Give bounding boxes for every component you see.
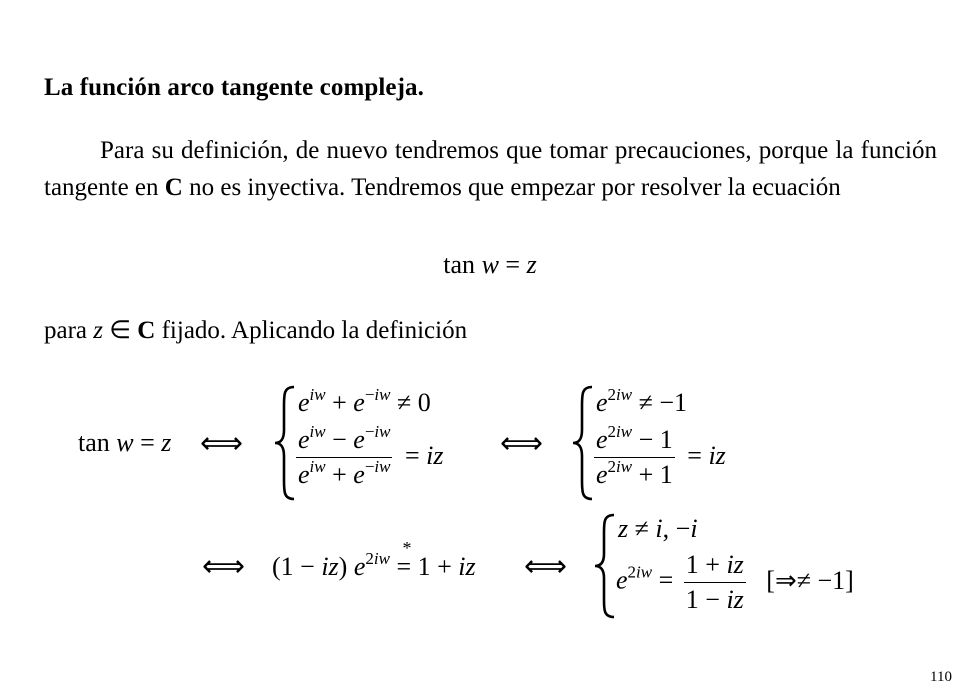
iff-symbol: ⟺ (524, 550, 568, 583)
system1-line1: $e^{iw} + e^{-iw} \ne 0$ (298, 385, 431, 417)
iff-symbol: ⟺ (500, 427, 544, 460)
system1-line2: $\frac{e^{iw} - e^{-iw}}{e^{iw} + e^{-iw}}$ = iz (298, 422, 444, 490)
block-lhs: tan w = z (78, 428, 172, 457)
left-brace-icon (570, 384, 596, 502)
equation-tan-w-eq-z: tan w = z (443, 250, 537, 279)
system2-line1: $e^{2iw} \ne -1$ (596, 385, 688, 417)
paragraph-applying-definition: para z ∈ C fijado. Aplicando la definición (44, 317, 468, 344)
iff-symbol: ⟺ (202, 550, 246, 583)
complex-set-symbol: C (137, 317, 156, 344)
iff-symbol: ⟺ (200, 427, 244, 460)
left-brace-icon (272, 384, 298, 502)
implication-note: [⇒≠ −1] (766, 565, 854, 595)
system2-line2: $\frac{e^{2iw} - 1}{e^{2iw} + 1}$ = iz (596, 422, 726, 490)
paragraph-text: no es inyectiva. Tendremos que empezar por resolver la ecuación (182, 174, 841, 201)
paragraph-text: Para su definición, de nuevo tendremos que tomar precauciones, porque la función tangente en (44, 137, 937, 201)
system3-line1: z ≠ i, −i (618, 514, 698, 543)
left-brace-icon (592, 512, 618, 620)
complex-set-symbol: C (164, 174, 183, 201)
system3-line2: $e^{2iw}$ = $\frac{1 + iz}{1 - iz}$ [⇒≠ −1] (616, 550, 854, 615)
row2-equation: (1 − iz) $e^{2iw}$ = * 1 + iz (272, 538, 476, 581)
paragraph-definition (44, 132, 937, 206)
page-number: 110 (930, 669, 952, 685)
section-title: La función arco tangente compleja. (44, 74, 424, 101)
